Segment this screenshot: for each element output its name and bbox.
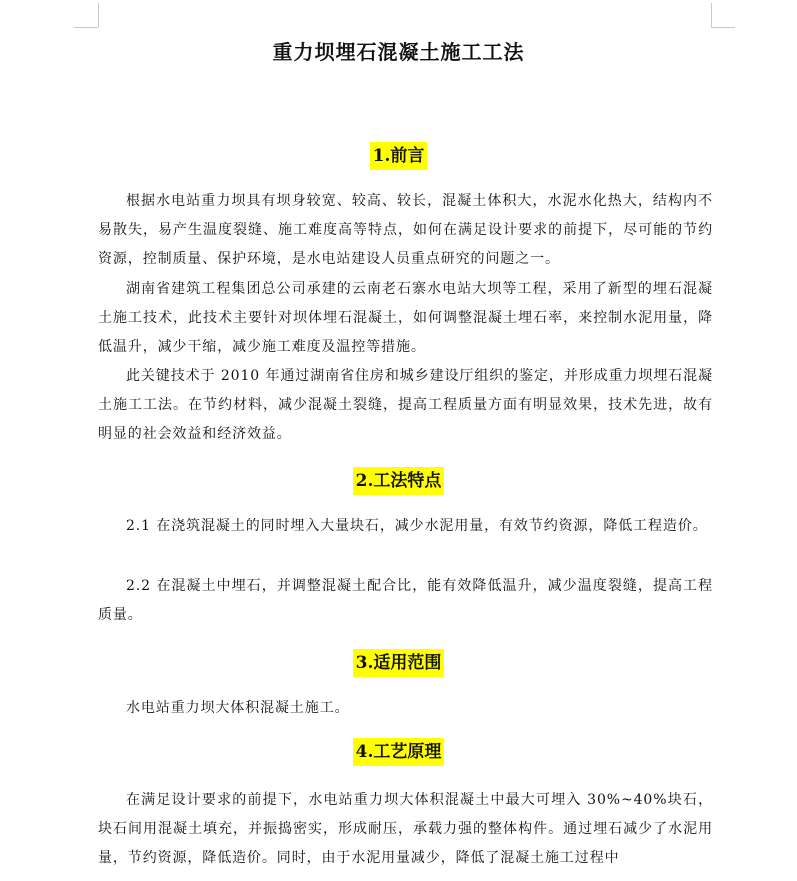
section-heading-text: 4.工艺原理 [353, 738, 445, 766]
section-heading-scope [0, 648, 797, 673]
paragraph: 2.1 在浇筑混凝土的同时埋入大量块石，减少水泥用量，有效节约资源，降低工程造价。 [126, 518, 708, 534]
paragraph: 2.2 在混凝土中埋石，并调整混凝土配合比，能有效降低温升，减少温度裂缝，提高工程质量。 [98, 578, 713, 623]
paragraph: 在满足设计要求的前提下，水电站重力坝大体积混凝土中最大可埋入 30%~40%块石，块石间用混凝土填充，并振捣密实，形成耐压，承载力强的整体构件。通过埋石减少了水泥用量，节约资源，降低造价。同时，由于水泥用量减少，降低了混凝土施工过程中 [98, 792, 713, 866]
paragraph: 此关键技术于 2010 年通过湖南省住房和城乡建设厅组织的鉴定，并形成重力坝埋石混凝土施工工法。在节约材料，减少混凝土裂缝，提高工程质量方面有明显效果，技术先进，故有明显的社会效益和经济效益。 [98, 368, 713, 442]
paragraph: 湖南省建筑工程集团总公司承建的云南老石寨水电站大坝等工程，采用了新型的埋石混凝土施工技术，此技术主要针对坝体埋石混凝土，如何调整混凝土埋石率，来控制水泥用量，降低温升，减少干缩，减少施工难度及温控等措施。 [98, 281, 713, 355]
crop-mark-top-left [98, 3, 99, 27]
paragraph: 根据水电站重力坝具有坝身较宽、较高、较长，混凝土体积大，水泥水化热大，结构内不易散失，易产生温度裂缝、施工难度高等特点，如何在满足设计要求的前提下，尽可能的节约资源，控制质量、保护环境，是水电站建设人员重点研究的问题之一。 [98, 193, 713, 267]
section-heading-text: 2.工法特点 [353, 467, 445, 495]
section-heading-preface [0, 141, 797, 166]
crop-mark-top-right [711, 27, 735, 28]
crop-mark-top-left [74, 27, 98, 28]
section-heading-features [0, 466, 797, 491]
paragraph: 水电站重力坝大体积混凝土施工。 [126, 700, 350, 716]
crop-mark-top-right [711, 3, 712, 27]
section-heading-text: 1.前言 [370, 142, 428, 170]
section-heading-text: 3.适用范围 [353, 649, 445, 677]
section-heading-principle [0, 737, 797, 762]
document-title: 重力坝埋石混凝土施工工法 [272, 40, 525, 64]
